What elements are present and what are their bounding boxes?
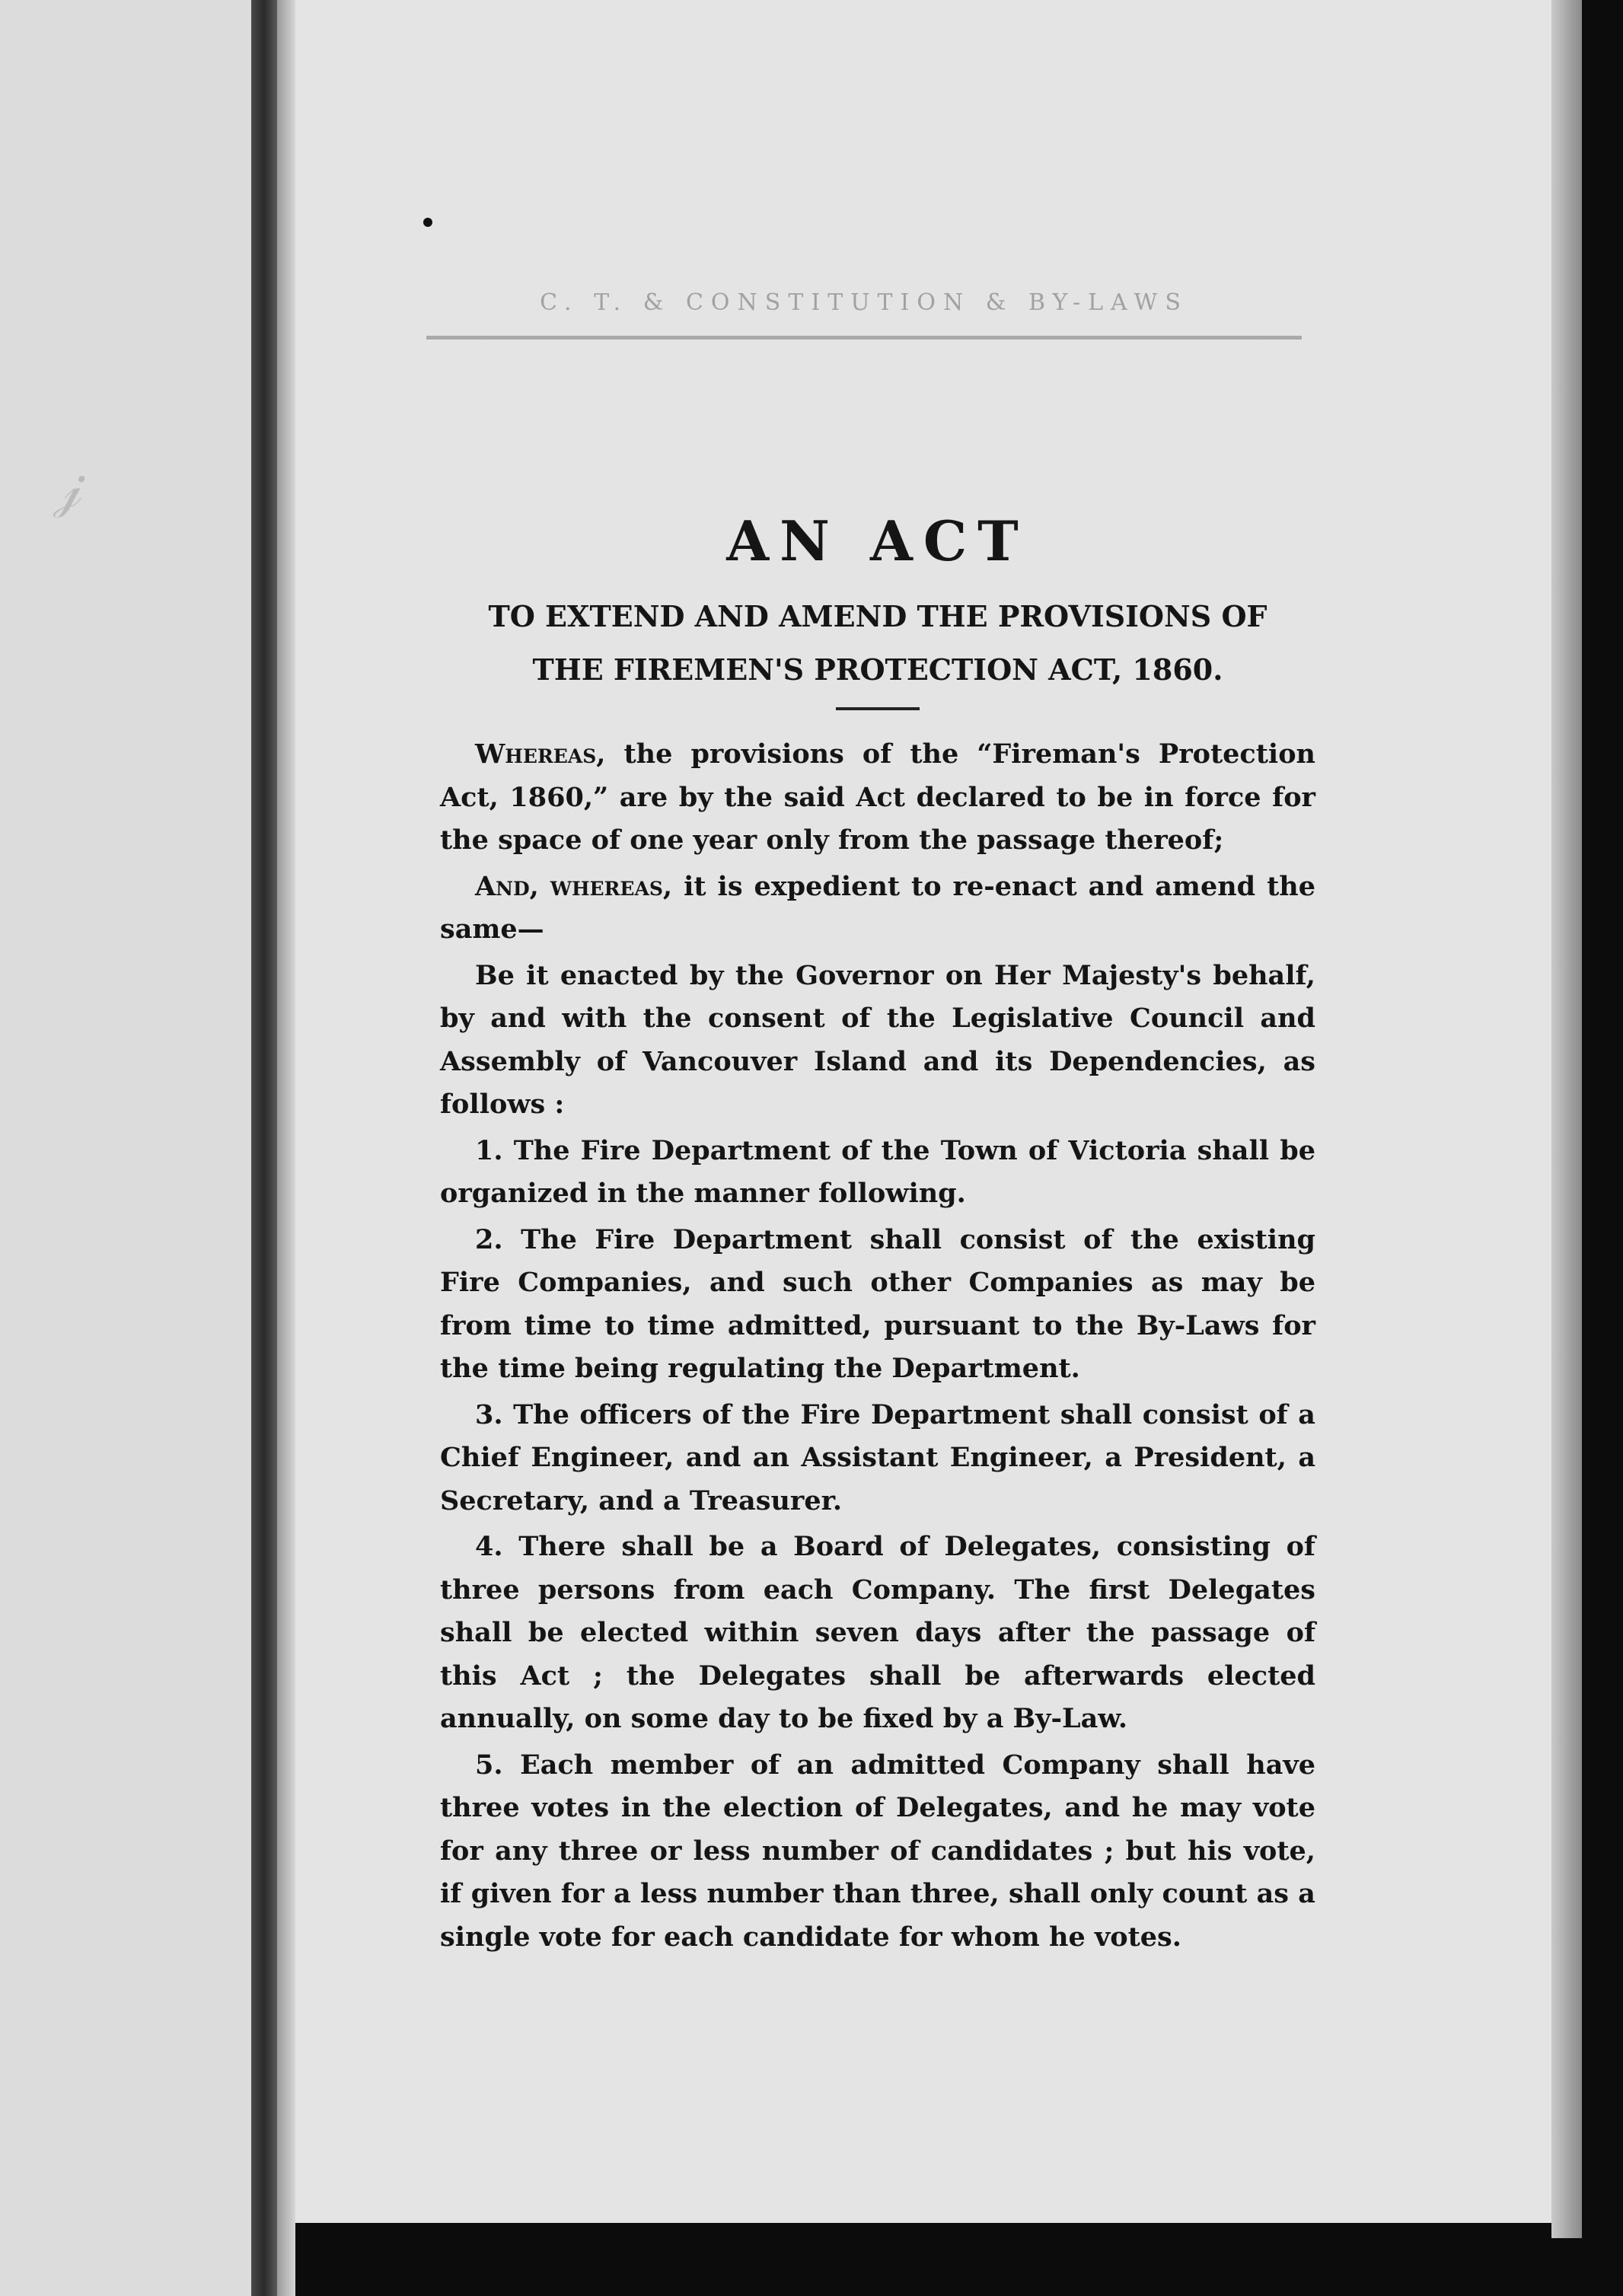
preamble-paragraph-2 [440, 866, 1315, 952]
show-through-header [426, 289, 1302, 340]
book-gutter [251, 0, 277, 2296]
section-4: 4. There shall be a Board of Delegates, consisting of three persons from each Company. The first Delegates shall be elected within seven days after the passage of this Act ; the Delegates shall be afterwards elected annually, on some day to be fixed by a By-Law. [440, 1531, 1315, 1734]
left-facing-page [0, 0, 251, 2296]
section-1: 1. The Fire Department of the Town of Victoria shall be organized in the manner following. [440, 1134, 1315, 1209]
act-title: AN ACT [726, 509, 1029, 573]
preamble-2-lead: And, whereas, [475, 870, 673, 902]
gutter-shadow [277, 0, 295, 2296]
act-subtitle-line-2: THE FIREMEN'S PROTECTION ACT, 1860. [532, 652, 1223, 687]
section-3: 3. The officers of the Fire Department shall consist of a Chief Engineer, and an Assistant Engineer, a President, a Secretary, and a Treasurer. [440, 1398, 1315, 1516]
show-through-header-text: C. T. & CONSTITUTION & BY-LAWS [540, 289, 1188, 316]
enactment-paragraph: Be it enacted by the Governor on Her Majesty's behalf, by and with the consent of the Legislative Council and Assembly of Vancouver Island and its Dependencies, as follows : [440, 959, 1315, 1120]
preamble-1-text: the provisions of the “Fireman's Protection Act, 1860,” are by the said Act declared to be in force for the space of one year only from the passage thereof; [440, 738, 1315, 856]
act-subtitle-line-1: TO EXTEND AND AMEND THE PROVISIONS OF [488, 599, 1267, 633]
preamble-2-text: it is expedient to re-enact and amend the same— [440, 870, 1316, 945]
act-text-block [440, 509, 1315, 1962]
title-rule [836, 707, 920, 710]
preamble-1-lead: Whereas, [475, 738, 606, 770]
preamble-paragraph-1 [440, 733, 1315, 863]
ink-spot [423, 218, 432, 227]
page-edge [1551, 0, 1582, 2238]
section-5: 5. Each member of an admitted Company shall have three votes in the election of Delegates, and he may vote for any three or less number of candidates ; but his vote, if given for a less number than three, shall only count as a single vote for each candidate for whom he votes. [440, 1749, 1315, 1953]
left-page-fragment: 𝒿 [53, 457, 83, 519]
section-2: 2. The Fire Department shall consist of the existing Fire Companies, and such other Companies as may be from time to time admitted, pursuant to the By-Laws for the time being regulating the Department. [440, 1223, 1315, 1384]
